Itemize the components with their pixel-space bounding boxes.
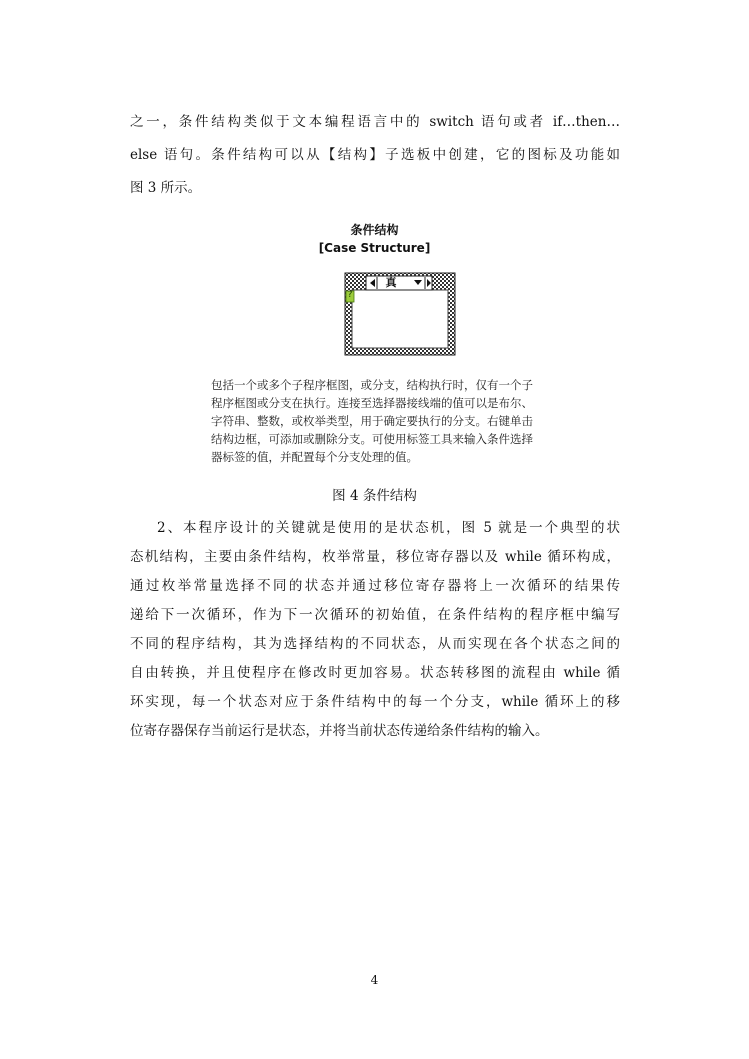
description-line-2: 程序框图或分支在执行。连接至选择器接线端的值可以是布尔、 <box>211 396 533 410</box>
case-selector-value: 真 <box>385 276 397 289</box>
body-line-6: 自由转换，并且使程序在修改时更加容易。状态转移图的流程由 while 循 <box>130 665 620 681</box>
body-line-5: 不同的程序结构，其为选择结构的不同状态，从而实现在各个状态之间的 <box>130 636 620 652</box>
body-line-1: 2、本程序设计的关键就是使用的是状态机，图 5 就是一个典型的状 <box>157 520 620 536</box>
intro-line-1: 之一，条件结构类似于文本编程语言中的 switch 语句或者 if…then… <box>130 114 620 130</box>
description-line-5: 器标签的值，并配置每个分支处理的值。 <box>211 450 418 464</box>
body-line-4: 递给下一次循环，作为下一次循环的初始值，在条件结构的程序框中编写 <box>130 607 620 623</box>
selector-terminal-label: ? <box>347 290 353 300</box>
figure-title-cn: 条件结构 <box>350 223 399 237</box>
description-line-1: 包括一个或多个子程序框图，或分支，结构执行时，仅有一个子 <box>211 378 533 392</box>
intro-line-3: 图 3 所示。 <box>130 180 202 196</box>
case-structure-icon <box>344 272 456 356</box>
description-line-4: 结构边框，可添加或删除分支。可使用标签工具来输入条件选择 <box>211 432 533 446</box>
body-line-2: 态机结构，主要由条件结构，枚举常量，移位寄存器以及 while 循环构成， <box>130 549 620 565</box>
intro-line-2: else 语句。条件结构可以从【结构】子选板中创建，它的图标及功能如 <box>130 147 620 163</box>
figure-caption: 图 4 条件结构 <box>332 488 417 504</box>
body-line-3: 通过枚举常量选择不同的状态并通过移位寄存器将上一次循环的结果传 <box>130 578 620 594</box>
page-number: 4 <box>370 973 379 987</box>
description-line-3: 字符串、整数，或枚举类型，用于确定要执行的分支。右键单击 <box>211 414 533 428</box>
body-line-7: 环实现，每一个状态对应于条件结构中的每一个分支，while 循环上的移 <box>130 694 620 710</box>
figure-title-en: [Case Structure] <box>318 241 431 255</box>
body-line-8: 位寄存器保存当前运行是状态，并将当前状态传递给条件结构的输入。 <box>130 723 549 739</box>
